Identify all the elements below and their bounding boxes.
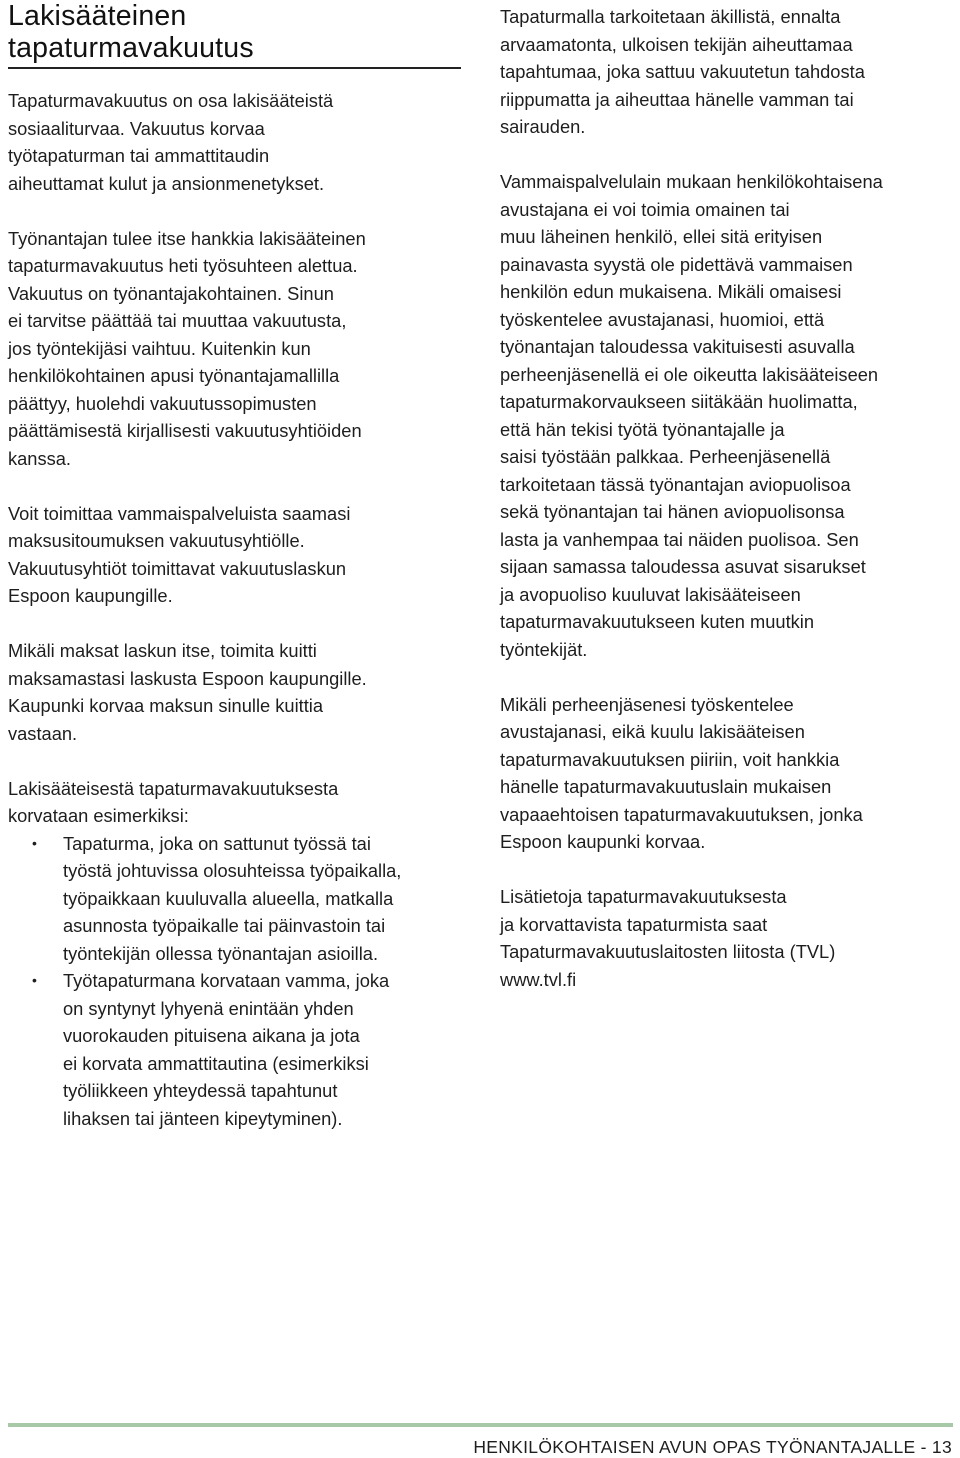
text-line: työskentelee avustajanasi, huomioi, että	[500, 308, 825, 330]
right-column	[500, 3, 955, 1021]
paragraph-more-info	[500, 883, 955, 993]
text-line: Voit toimittaa vammaispalveluista saamasi	[8, 502, 351, 524]
bullet-list	[8, 830, 470, 1133]
text-line: sosiaaliturvaa. Vakuutus korvaa	[8, 117, 265, 139]
bullet-icon: •	[32, 834, 37, 851]
text-line: työliikkeen yhteydessä tapahtunut	[63, 1080, 338, 1101]
text-line: lihaksen tai jänteen kipeytyminen).	[63, 1107, 343, 1129]
text-line: Tapaturmavakuutuslaitosten liitosta (TVL)	[500, 941, 836, 962]
paragraph-accident-definition	[500, 3, 955, 141]
text-line: Lisätietoja tapaturmavakuutuksesta	[500, 886, 787, 907]
text-line: Lakisääteisestä tapaturmavakuutuksesta	[8, 777, 339, 799]
text-line: työntekijät.	[500, 638, 588, 660]
text-line: tapaturmavakuutuksen piiriin, voit hankkia	[500, 748, 840, 770]
title-divider	[8, 67, 461, 69]
text-line: Espoon kaupunki korvaa.	[500, 831, 706, 852]
text-line: Työtapaturmana korvataan vamma, joka	[63, 970, 390, 991]
page-title	[8, 0, 463, 64]
text-line: työntekijän ollessa työnantajan asioilla.	[63, 942, 379, 964]
text-line: maksusitoumuksen vakuutusyhtiölle.	[8, 530, 305, 551]
text-line: tapaturmakorvaukseen siitäkään huolimatta,	[500, 391, 858, 412]
text-line: avustajanasi, eikä kuulu lakisääteisen	[500, 721, 805, 742]
text-line: avustajana ei voi toimia omainen tai	[500, 198, 790, 220]
text-line: Mikäli maksat laskun itse, toimita kuitti	[8, 640, 317, 661]
text-line: tapaturmavakuutukseen kuten muutkin	[500, 611, 815, 632]
text-line: kanssa.	[8, 447, 72, 469]
text-line: Tapaturmalla tarkoitetaan äkillistä, ennalta	[500, 6, 841, 27]
text-line: ja avopuoliso kuuluvat lakisääteiseen	[500, 583, 801, 605]
text-line: sekä työnantajan tai hänen aviopuolisonsa	[500, 501, 845, 522]
text-line: ei tarvitse päättää tai muuttaa vakuutusta,	[8, 310, 347, 331]
text-line: Tapaturmavakuutus on osa lakisääteistä	[8, 90, 334, 111]
text-line: saisi työstään palkkaa. Perheenjäsenellä	[500, 446, 831, 467]
text-line: jos työntekijäsi vaihtuu. Kuitenkin kun	[8, 337, 311, 359]
text-line: henkilön edun mukaisena. Mikäli omaisesi	[500, 281, 842, 302]
text-line: työtapaturman tai ammattitaudin	[8, 145, 270, 166]
text-line: ja korvattavista tapaturmista saat	[500, 913, 768, 935]
text-line: sijaan samassa taloudessa asuvat sisarukset	[500, 556, 866, 577]
text-line: korvataan esimerkiksi:	[8, 805, 189, 826]
text-line: Työnantajan tulee itse hankkia lakisääteinen	[8, 227, 366, 249]
text-line: aiheuttamat kulut ja ansionmenetykset.	[8, 172, 325, 194]
text-line: on syntynyt lyhyenä enintään yhden	[63, 997, 354, 1019]
text-line: että hän tekisi työtä työnantajalle ja	[500, 418, 785, 440]
text-line: Tapaturma, joka on sattunut työssä tai	[63, 832, 371, 854]
text-line: tapaturmavakuutus heti työsuhteen alettua.	[8, 255, 358, 276]
text-line: vapaaehtoisen tapaturmavakuutuksen, jonka	[500, 803, 863, 825]
text-line: päättämisestä kirjallisesti vakuutusyhtiöiden	[8, 420, 362, 441]
paragraph-payment-commitment	[8, 500, 470, 610]
footer-divider	[8, 1423, 953, 1427]
text-line: vuorokauden pituisena aikana ja jota	[63, 1025, 360, 1046]
text-line: riippumatta ja aiheuttaa hänelle vamman tai	[500, 88, 854, 110]
text-line: asunnosta työpaikalle tai päinvastoin tai	[63, 915, 386, 936]
text-line: lasta ja vanhempaa tai näiden puolisoa. Sen	[500, 528, 859, 550]
text-line: Vammaispalvelulain mukaan henkilökohtaisena	[500, 171, 883, 192]
text-line: Vakuutusyhtiöt toimittavat vakuutuslaskun	[8, 557, 347, 579]
text-line: sairauden.	[500, 116, 586, 137]
text-line: työstä johtuvissa olosuhteissa työpaikalla,	[63, 860, 402, 881]
text-line: ei korvata ammattitautina (esimerkiksi	[63, 1052, 369, 1074]
text-line: arvaamatonta, ulkoisen tekijän aiheuttamaa	[500, 33, 853, 55]
text-line: Mikäli perheenjäsenesi työskentelee	[500, 693, 794, 715]
text-line: työpaikkaan kuuluvalla alueella, matkalla	[63, 887, 394, 909]
text-line: Vakuutus on työnantajakohtainen. Sinun	[8, 282, 334, 304]
text-line: painavasta syystä ole pidettävä vammaisen	[500, 253, 853, 275]
text-line: Espoon kaupungille.	[8, 585, 173, 606]
page-title-line: Lakisääteinen	[8, 0, 187, 32]
text-line: päättyy, huolehdi vakuutussopimusten	[8, 392, 317, 414]
text-line: työnantajan taloudessa vakituisesti asuvalla	[500, 336, 855, 357]
bullet-icon: •	[32, 972, 37, 988]
page-title-line: tapaturmavakuutus	[8, 32, 254, 64]
paragraph-compensation-examples	[8, 775, 470, 1133]
text-line: vastaan.	[8, 722, 78, 744]
text-line: perheenjäsenellä ei ole oikeutta lakisääteiseen	[500, 363, 879, 385]
left-column	[8, 87, 470, 1132]
paragraph-intro	[8, 87, 470, 197]
paragraph-employer-duty	[8, 225, 470, 473]
tvl-link[interactable]: www.tvl.fi	[500, 968, 577, 990]
paragraph-family-member-rules	[500, 168, 955, 663]
text-line: henkilökohtainen apusi työnantajamallilla	[8, 365, 340, 386]
text-line: muu läheinen henkilö, ellei sitä erityisen	[500, 226, 823, 247]
footer-page-label: HENKILÖKOHTAISEN AVUN OPAS TYÖNANTAJALLE - 13	[473, 1437, 952, 1457]
paragraph-voluntary-insurance	[500, 691, 955, 856]
list-item	[8, 830, 470, 968]
text-line: tarkoitetaan tässä työnantajan aviopuolisoa	[500, 473, 851, 495]
list-item	[8, 967, 470, 1132]
text-line: hänelle tapaturmavakuutuslain mukaisen	[500, 776, 832, 797]
text-line: tapahtumaa, joka sattuu vakuutetun tahdosta	[500, 61, 865, 82]
text-line: Kaupunki korvaa maksun sinulle kuittia	[8, 695, 324, 716]
paragraph-receipt	[8, 637, 470, 747]
text-line: maksamastasi laskusta Espoon kaupungille.	[8, 667, 367, 689]
